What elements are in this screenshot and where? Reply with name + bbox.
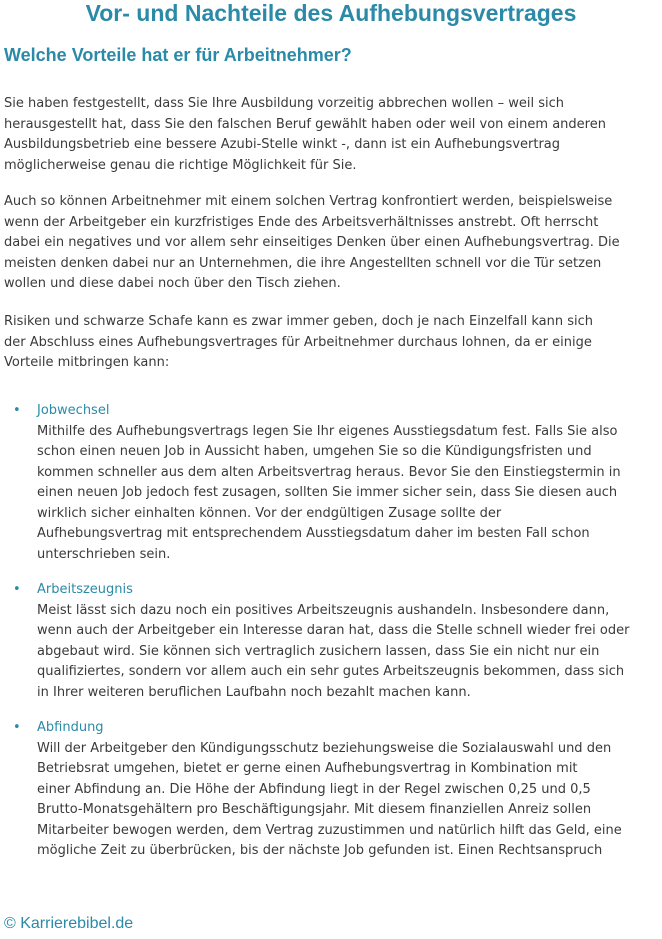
list-item-body (37, 601, 662, 704)
context-paragraph (4, 192, 660, 295)
text-line: mögliche Zeit zu überbrücken, bis der nächste Job gefunden ist. Einen Rechtsanspruch (37, 843, 603, 858)
text-line: der Abschluss eines Aufhebungsvertrages für Arbeitnehmer durchaus lohnen, da er einige (4, 334, 592, 350)
list-item-heading: Jobwechsel (37, 403, 110, 418)
intro-paragraph (4, 94, 660, 176)
text-line: Vorteile mitbringen kann: (4, 355, 170, 370)
list-item-heading: Abfindung (37, 720, 104, 735)
text-line: herausgestellt hat, dass Sie den falschen Beruf gewählt haben oder weil von einem anderen (4, 116, 606, 132)
text-line: möglicherweise genau die richtige Möglichkeit für Sie. (4, 157, 357, 173)
section-subtitle: Welche Vorteile hat er für Arbeitnehmer? (4, 45, 352, 65)
text-line: schon einen neuen Job in Aussicht haben, umgehen Sie so die Kündigungsfristen und (37, 444, 592, 459)
text-line: Mithilfe des Aufhebungsvertrags legen Sie Ihr eigenes Ausstiegsdatum fest. Falls Sie also (37, 423, 618, 439)
text-line: einen neuen Job jedoch fest zusagen, sollten Sie immer sicher sein, dass Sie diesen auch (37, 485, 618, 500)
text-line: Meist lässt sich dazu noch ein positives Arbeitszeugnis aushandeln. Insbesondere dann, (37, 602, 610, 618)
text-line: einer Abfindung an. Die Höhe der Abfindung liegt in der Regel zwischen 0,25 und 0,5 (37, 781, 591, 797)
bullet-marker: • (13, 403, 21, 418)
text-line: kommen schneller aus dem alten Arbeitsvertrag heraus. Bevor Sie den Einstiegstermin in (37, 464, 621, 480)
text-line: Aufhebungsvertrag mit entsprechendem Ausstiegsdatum daher im besten Fall schon (37, 526, 590, 541)
text-line: dabei ein negatives und vor allem sehr einseitiges Denken über einen Aufhebungsvertrag. Die (4, 235, 620, 250)
text-line: Mitarbeiter bewogen werden, dem Vertrag zuzustimmen und natürlich hilft das Geld, eine (37, 822, 622, 838)
bullet-marker: • (13, 720, 21, 735)
list-item-heading: Arbeitszeugnis (37, 582, 133, 597)
page-title: Vor- und Nachteile des Aufhebungsvertrages (85, 0, 577, 26)
list-item-body (37, 739, 662, 862)
text-line: wollen und diese dabei noch über den Tisch ziehen. (4, 276, 341, 291)
text-line: in Ihrer weiteren beruflichen Laufbahn noch bezahlt machen kann. (37, 684, 471, 700)
text-line: wirklich sicher einhalten können. Vor der endgültigen Zusage sollte der (37, 505, 502, 521)
text-line: Brutto-Monatsgehältern pro Beschäftigungsjahr. Mit diesem finanziellen Anreiz sollen (37, 802, 592, 817)
text-line: Risiken und schwarze Schafe kann es zwar immer geben, doch je nach Einzelfall kann sich (4, 314, 594, 329)
text-line: wenn der Arbeitgeber ein kurzfristiges Ende des Arbeitsverhältnisses anstrebt. Oft herrscht (4, 214, 599, 230)
copyright-footer: © Karrierebibel.de (4, 915, 134, 932)
text-line: Auch so können Arbeitnehmer mit einem solchen Vertrag konfrontiert werden, beispielsweise (4, 194, 613, 209)
list-item-body (37, 422, 662, 566)
text-line: abgebaut wird. Sie können sich vertraglich zusichern lassen, dass Sie ein nicht nur ein (37, 643, 600, 659)
text-line: wenn auch der Arbeitgeber ein Interesse daran hat, dass die Stelle schnell wieder frei oder (37, 623, 630, 638)
text-line: unterschrieben sein. (37, 546, 171, 562)
text-line: Will der Arbeitgeber den Kündigungsschutz beziehungsweise die Sozialauswahl und den (37, 740, 612, 756)
text-line: Betriebsrat umgehen, bietet er gerne einen Aufhebungsvertrag in Kombination mit (37, 761, 578, 776)
text-line: Sie haben festgestellt, dass Sie Ihre Ausbildung vorzeitig abbrechen wollen – weil sich (4, 96, 564, 111)
text-line: Ausbildungsbetrieb eine bessere Azubi-Stelle winkt -, dann ist ein Aufhebungsvertrag (4, 137, 561, 152)
risks-paragraph (4, 312, 660, 374)
text-line: meisten denken dabei nur an Unternehmen, die ihre Angestellten schnell vor die Tür setzen (4, 255, 602, 271)
text-line: qualifiziertes, sondern vor allem auch ein sehr gutes Arbeitszeugnis bekommen, dass sich (37, 664, 625, 679)
bullet-marker: • (13, 582, 21, 597)
